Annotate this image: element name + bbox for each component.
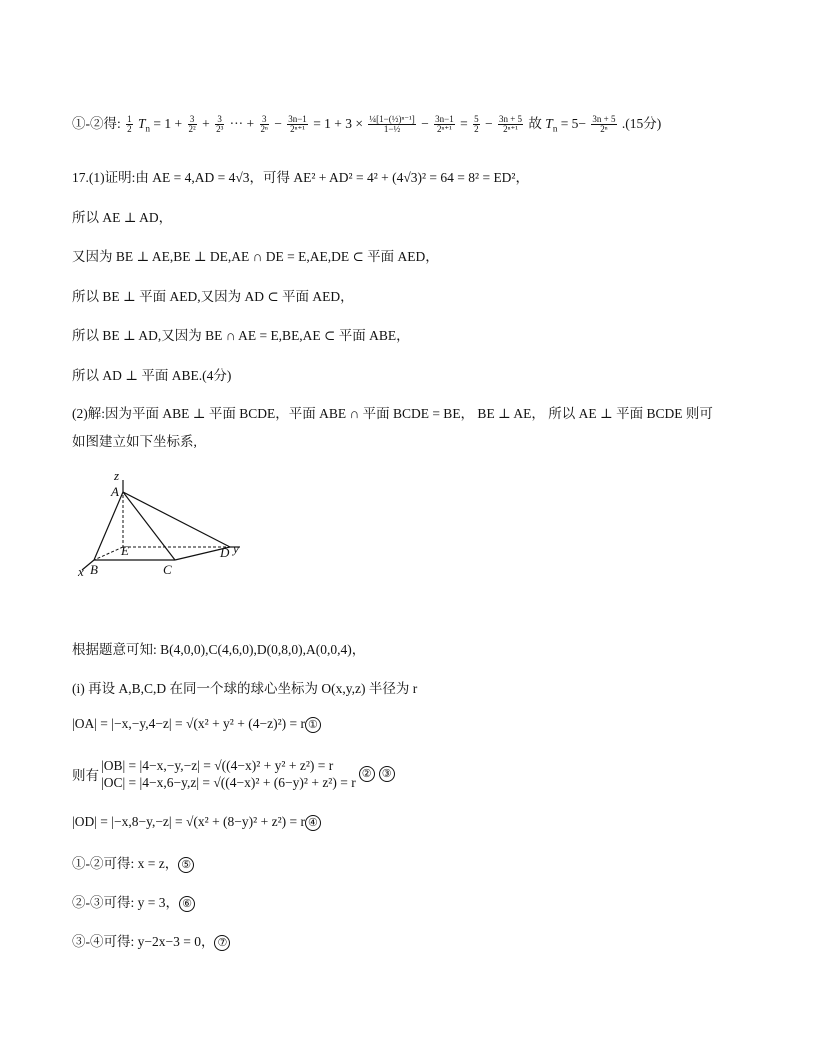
label-E: E xyxy=(121,543,129,558)
fraction-4-num: 3n−1 xyxy=(288,113,307,124)
problem-17-part1: 17.(1)证明:由 AE = 4,AD = 4√3，可得 AE² + AD² = 4² + (4√3)² = 64 = 8² = ED²， xyxy=(72,170,529,185)
fraction-8 xyxy=(591,115,616,136)
minus-2: − xyxy=(421,116,429,131)
given-coordinates: 根据题意可知: B(4,0,0),C(4,6,0),D(0,8,0),A(0,0,4)， xyxy=(72,642,366,657)
eq-3: = xyxy=(460,116,472,131)
sphere-setup: (i) 再设 A,B,C,D 在同一个球的球心坐标为 O(x,y,z) 半径为 r xyxy=(72,681,418,696)
minus-3: − xyxy=(484,116,493,131)
result-n: n xyxy=(552,123,558,134)
fraction-6-den: 2 xyxy=(474,124,479,135)
equation-OA-text: |OA| = |−x,−y,4−z| = √(x² + y² + (4−z)²) = r xyxy=(72,716,305,731)
equation-OD-text: |OD| = |−x,8−y,−z| = √(x² + (8−y)² + z²) = r xyxy=(72,814,305,829)
half-fraction: $\frac{1}{2}$ xyxy=(127,113,132,135)
coordinate-figure xyxy=(72,466,262,582)
edge-AD xyxy=(123,492,230,547)
fraction-6 xyxy=(473,115,480,136)
eq-2: = 1 + 3 × xyxy=(313,116,367,131)
mark-4: ④ xyxy=(305,815,321,831)
edge-AC xyxy=(123,492,175,560)
equation-OB: |OB| = |4−x,−y,−z| = √((4−x)² + y² + z²) = r xyxy=(101,758,334,773)
derivation-7-text: ③-④可得: y−2x−3 = 0， xyxy=(72,934,215,949)
equation-OA xyxy=(72,716,321,733)
derivation-6-text: ②-③可得: y = 3， xyxy=(72,895,179,910)
label-x: x xyxy=(78,564,84,579)
fraction-7-num: 3n + 5 xyxy=(498,113,523,124)
fraction-3-num: 3 xyxy=(260,115,269,126)
dots: ··· + xyxy=(229,116,258,131)
line1-lead: ①-②得: xyxy=(72,116,121,131)
fraction-2 xyxy=(215,115,224,136)
mark-1: ① xyxy=(305,717,321,733)
proof-line-6: 所以 BE ⊥ AD,又因为 BE ∩ AE = E,BE,AE ⊂ 平面 ABE， xyxy=(72,328,410,343)
label-z: z xyxy=(114,468,120,483)
fraction-8-num: 3n + 5 xyxy=(592,113,616,124)
mark-7: ⑦ xyxy=(214,935,230,951)
equation-line-1 xyxy=(72,112,661,135)
mark-3: ③ xyxy=(379,766,395,782)
fraction-5-den: 2ⁿ⁺¹ xyxy=(437,124,452,135)
edge-AB xyxy=(94,492,123,560)
fraction-3-den: 2ⁿ xyxy=(260,124,268,135)
mark-5: ⑤ xyxy=(178,857,194,873)
fraction-4-den: 2ⁿ⁺¹ xyxy=(290,124,305,135)
label-y: y xyxy=(233,541,239,556)
fraction-7 xyxy=(498,115,523,136)
proof-line-7: 所以 AD ⊥ 平面 ABE.(4分) xyxy=(72,368,232,383)
part2-line-8: (2)解:因为平面 ABE ⊥ 平面 BCDE，平面 ABE ∩ 平面 BCDE = BE， BE ⊥ AE， 所以 AE ⊥ 平面 BCDE 则可 xyxy=(72,406,713,421)
mark-6: ⑥ xyxy=(179,896,195,912)
eq-4: = 5− xyxy=(560,116,587,131)
fraction-1-num: 3 xyxy=(188,115,197,126)
mark-2: ② xyxy=(359,766,375,782)
plus-1: + xyxy=(202,116,214,131)
fraction-6-num: 5 xyxy=(474,113,479,124)
derivation-6 xyxy=(72,891,195,912)
fraction-8-den: 2ⁿ xyxy=(600,124,608,135)
label-D: D xyxy=(220,545,230,560)
fraction-3 xyxy=(260,115,269,136)
fraction-1-den: 2² xyxy=(188,124,196,135)
then-label: 则有 xyxy=(72,768,99,783)
label-C: C xyxy=(163,562,172,577)
big-fraction-den: 1−½ xyxy=(383,124,401,135)
system-rows xyxy=(101,757,356,791)
derivation-5-text: ①-②可得: x = z， xyxy=(72,856,179,871)
derivation-5 xyxy=(72,852,194,873)
fraction-4 xyxy=(287,115,308,136)
label-B: B xyxy=(90,562,98,577)
fraction-1 xyxy=(188,115,197,136)
fraction-7-den: 2ⁿ⁺¹ xyxy=(503,124,518,135)
big-fraction xyxy=(368,115,415,136)
fraction-2-den: 2³ xyxy=(216,124,224,135)
score-15: .(15分) xyxy=(621,116,662,131)
proof-line-3: 所以 AE ⊥ AD， xyxy=(72,210,173,225)
equation-OC: |OC| = |4−x,6−y,z| = √((4−x)² + (6−y)² + z²) = r xyxy=(101,775,356,790)
equation-OD xyxy=(72,814,321,831)
line1-left-n: n xyxy=(145,123,151,134)
minus-1: − xyxy=(274,116,282,131)
line1-eq: = 1 + xyxy=(153,116,186,131)
fraction-2-num: 3 xyxy=(215,115,224,126)
part2-line-9: 如图建立如下坐标系, xyxy=(72,434,197,449)
therefore: 故 xyxy=(528,116,546,131)
derivation-7 xyxy=(72,930,230,951)
proof-line-5: 所以 BE ⊥ 平面 AED,又因为 AD ⊂ 平面 AED， xyxy=(72,289,354,304)
line1-left-T: T xyxy=(138,116,146,131)
proof-line-4: 又因为 BE ⊥ AE,BE ⊥ DE,AE ∩ DE = E,AE,DE ⊂ 平面 AED， xyxy=(72,249,439,264)
fraction-5-num: 3n−1 xyxy=(435,113,454,124)
fraction-5 xyxy=(434,115,455,136)
equation-system xyxy=(72,757,395,791)
result-T: T xyxy=(545,116,553,131)
big-fraction-num: ¼[1−(½)ⁿ⁻¹] xyxy=(369,113,415,124)
label-A: A xyxy=(111,484,119,499)
